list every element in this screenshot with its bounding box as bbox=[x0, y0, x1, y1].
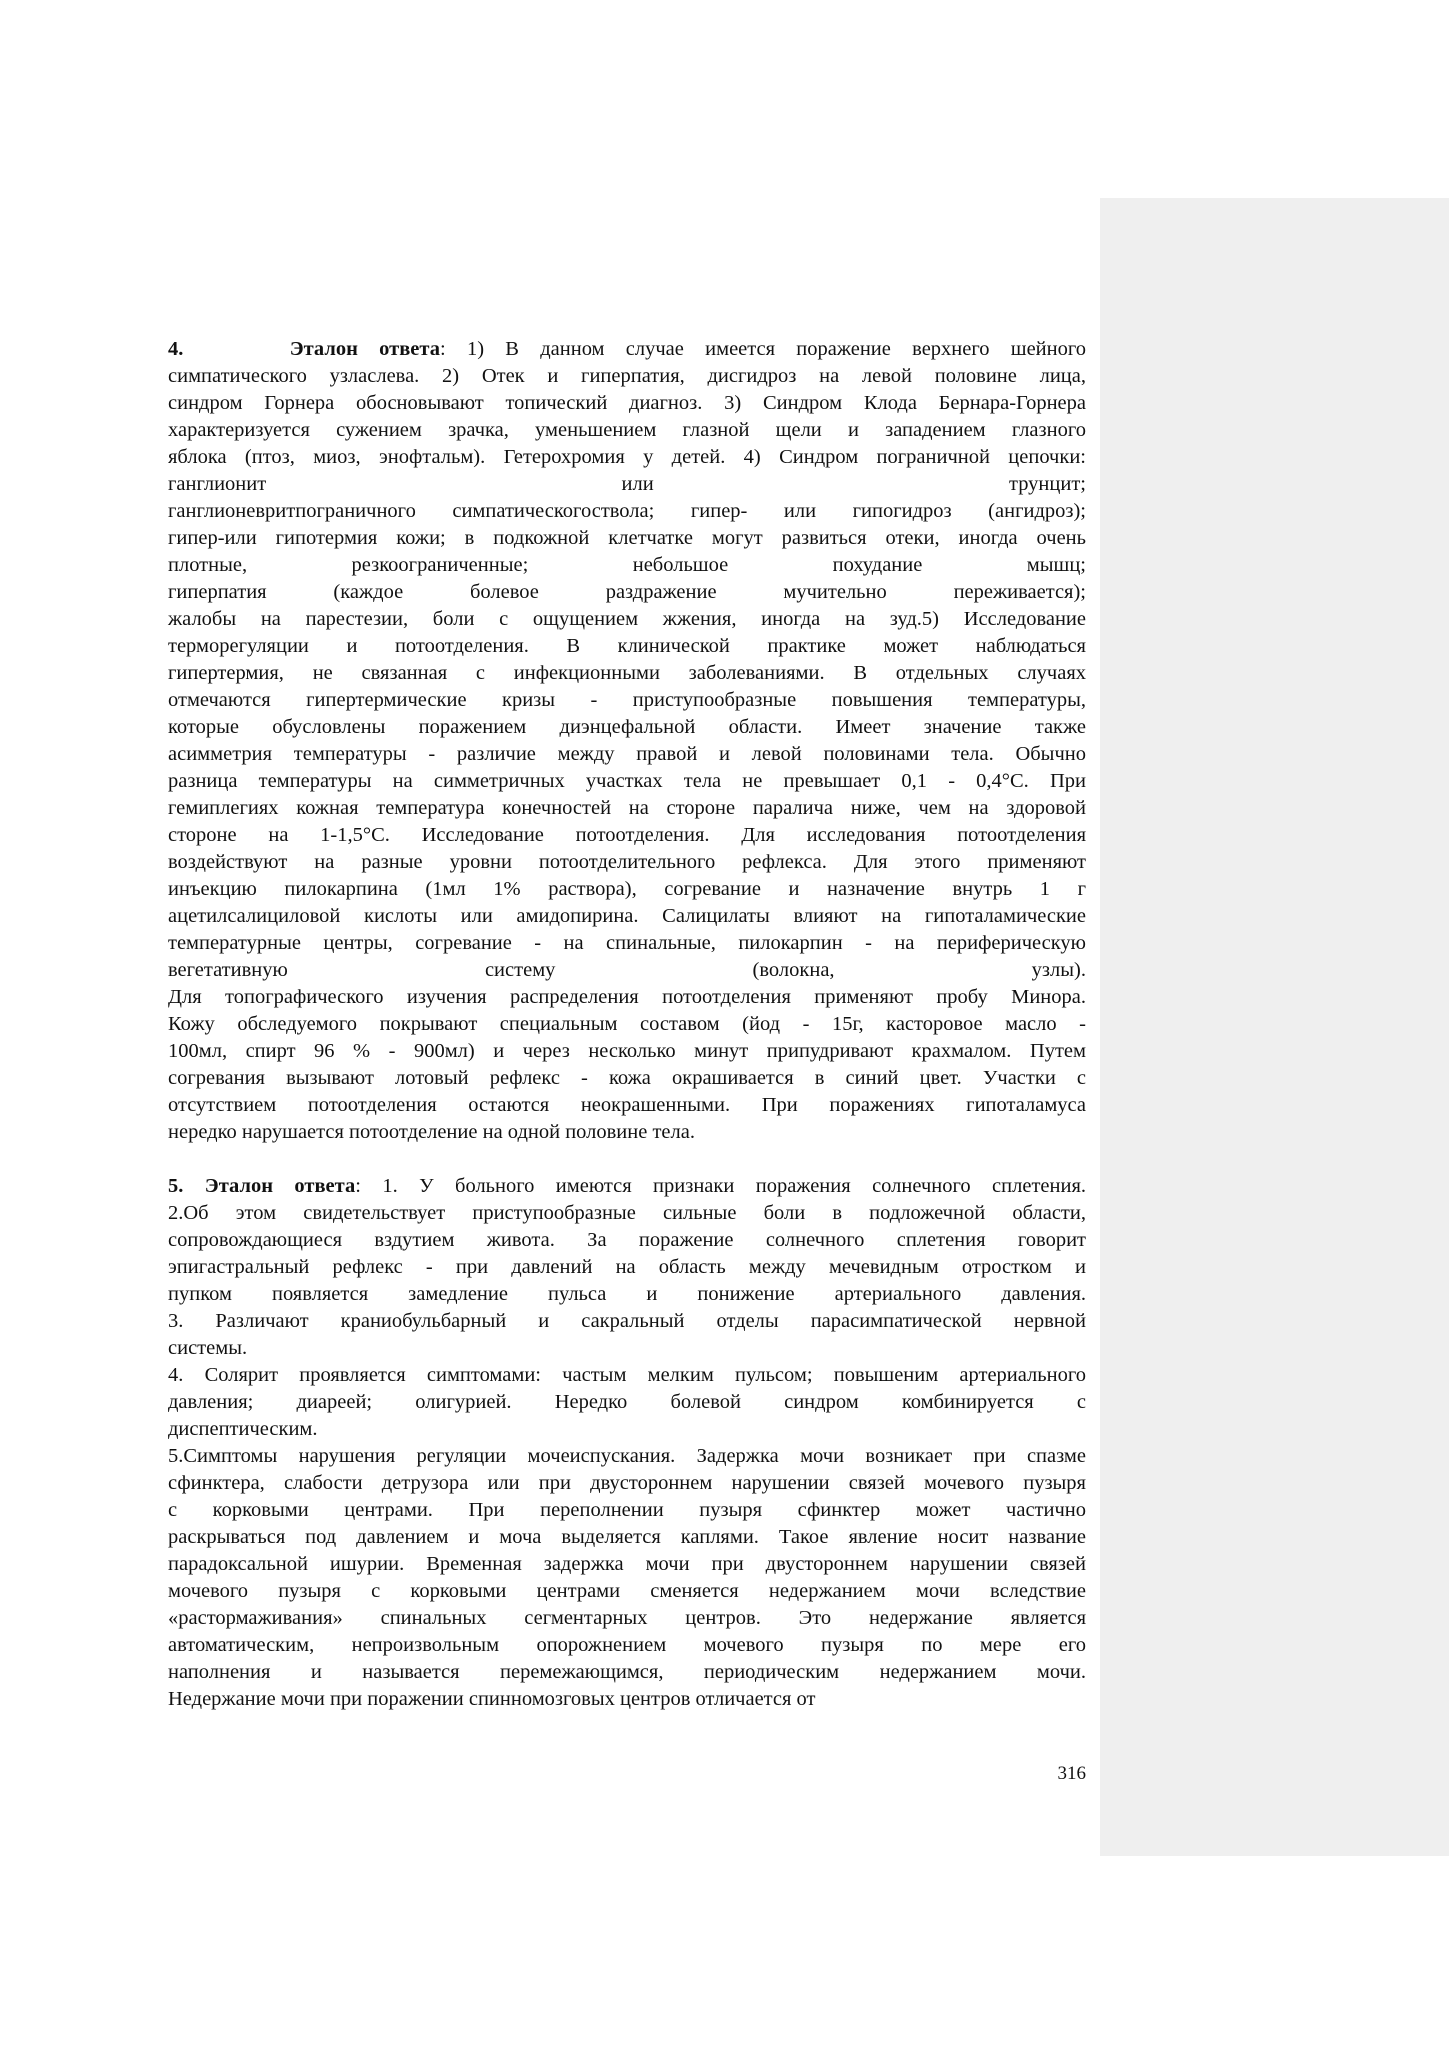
answer-4-paragraph bbox=[168, 336, 1086, 1146]
document-body bbox=[168, 336, 1086, 1713]
answer-4-label: Эталон ответа bbox=[289, 338, 440, 360]
answer-4-first-line bbox=[168, 336, 1086, 363]
text-line: наполнения и называется перемежающимся, периодическим недержанием мочи. bbox=[168, 1661, 1086, 1683]
text-line: сопровождающиеся вздутием живота. За поражение солнечного сплетения говорит bbox=[168, 1229, 1086, 1251]
text-line: 2.Об этом свидетельствует приступообразные сильные боли в подложечной области, bbox=[168, 1202, 1086, 1224]
text-line: яблока (птоз, миоз, энофтальм). Гетерохромия у детей. 4) Синдром пограничной цепочки: bbox=[168, 446, 1086, 468]
text-line: сфинктера, слабости детрузора или при двустороннем нарушении связей мочевого пузыря bbox=[168, 1472, 1086, 1494]
text-line: вегетативную систему (волокна, узлы). bbox=[168, 959, 1086, 981]
text-line: плотные, резкоограниченные; небольшое похудание мышц; bbox=[168, 554, 1086, 576]
text-line: жалобы на парестезии, боли с ощущением жжения, иногда на зуд.5) Исследование bbox=[168, 608, 1086, 630]
text-line: температурные центры, согревание - на спинальные, пилокарпин - на периферическую bbox=[168, 932, 1086, 954]
text-line: Для топографического изучения распределения потоотделения применяют пробу Минора. bbox=[168, 986, 1086, 1008]
answer-4-number: 4. bbox=[168, 338, 184, 360]
text-line: воздействуют на разные уровни потоотделительного рефлекса. Для этого применяют bbox=[168, 851, 1086, 873]
text-line: 5.Симптомы нарушения регуляции мочеиспускания. Задержка мочи возникает при спазме bbox=[168, 1445, 1086, 1467]
answer-5-first-line-text: : 1. У больного имеются признаки поражения солнечного сплетения. bbox=[355, 1175, 1086, 1197]
text-line: парадоксальной ишурии. Временная задержка мочи при двустороннем нарушении связей bbox=[168, 1553, 1086, 1575]
text-line: нередко нарушается потоотделение на одной половине тела. bbox=[168, 1121, 695, 1143]
text-line: системы. bbox=[168, 1337, 248, 1359]
comment-margin-panel bbox=[1100, 198, 1449, 1856]
text-line: мочевого пузыря с корковыми центрами сменяется недержанием мочи вследствие bbox=[168, 1580, 1086, 1602]
text-line: разница температуры на симметричных участках тела не превышает 0,1 - 0,4°С. При bbox=[168, 770, 1086, 792]
text-line: инъекцию пилокарпина (1мл 1% раствора), согревание и назначение внутрь 1 г bbox=[168, 878, 1086, 900]
text-line: гемиплегиях кожная температура конечностей на стороне паралича ниже, чем на здоровой bbox=[168, 797, 1086, 819]
text-line: ганглионевритпограничного симпатическогоствола; гипер- или гипогидроз (ангидроз); bbox=[168, 500, 1086, 522]
text-line: диспептическим. bbox=[168, 1418, 318, 1440]
text-line: терморегуляции и потоотделения. В клинической практике может наблюдаться bbox=[168, 635, 1086, 657]
text-line: гипертермия, не связанная с инфекционными заболеваниями. В отдельных случаях bbox=[168, 662, 1086, 684]
text-line: «растормаживания» спинальных сегментарных центров. Это недержание является bbox=[168, 1607, 1086, 1629]
text-line: давления; диареей; олигурией. Нередко болевой синдром комбинируется с bbox=[168, 1391, 1086, 1413]
text-line: Кожу обследуемого покрывают специальным составом (йод - 15г, касторовое масло - bbox=[168, 1013, 1086, 1035]
answer-5-paragraph bbox=[168, 1173, 1086, 1713]
text-line: симпатического узласлева. 2) Отек и гиперпатия, дисгидроз на левой половине лица, bbox=[168, 365, 1086, 387]
text-line: 100мл, спирт 96 % - 900мл) и через несколько минут припудривают крахмалом. Путем bbox=[168, 1040, 1086, 1062]
text-line: асимметрия температуры - различие между правой и левой половинами тела. Обычно bbox=[168, 743, 1086, 765]
text-line: ацетилсалициловой кислоты или амидопирина. Салицилаты влияют на гипоталамические bbox=[168, 905, 1086, 927]
text-line: которые обусловлены поражением диэнцефальной области. Имеет значение также bbox=[168, 716, 1086, 738]
answer-4-first-line-text: : 1) В данном случае имеется поражение верхнего шейного bbox=[439, 338, 1087, 360]
answer-5-number: 5. bbox=[168, 1175, 184, 1197]
text-line: раскрываться под давлением и моча выделяется каплями. Такое явление носит название bbox=[168, 1526, 1086, 1548]
answer-5-label: Эталон ответа bbox=[204, 1175, 356, 1197]
text-line: отмечаются гипертермические кризы - приступообразные повышения температуры, bbox=[168, 689, 1086, 711]
text-line: 4. Солярит проявляется симптомами: частым мелким пульсом; повышеним артериального bbox=[168, 1364, 1086, 1386]
text-line: с корковыми центрами. При переполнении пузыря сфинктер может частично bbox=[168, 1499, 1086, 1521]
text-line: отсутствием потоотделения остаются неокрашенными. При поражениях гипоталамуса bbox=[168, 1094, 1086, 1116]
text-line: гипер-или гипотермия кожи; в подкожной клетчатке могут развиться отеки, иногда очень bbox=[168, 527, 1086, 549]
text-line: эпигастральный рефлекс - при давлений на область между мечевидным отростком и bbox=[168, 1256, 1086, 1278]
text-line: пупком появляется замедление пульса и понижение артериального давления. bbox=[168, 1283, 1086, 1305]
answer-5-first-line bbox=[168, 1173, 1086, 1200]
text-line: автоматическим, непроизвольным опорожнением мочевого пузыря по мере его bbox=[168, 1634, 1086, 1656]
text-line: характеризуется сужением зрачка, уменьшением глазной щели и западением глазного bbox=[168, 419, 1086, 441]
text-line: синдром Горнера обосновывают топический диагноз. 3) Синдром Клода Бернара-Горнера bbox=[168, 392, 1086, 414]
paragraph-gap bbox=[168, 1146, 1086, 1173]
text-line: Недержание мочи при поражении спинномозговых центров отличается от bbox=[168, 1688, 816, 1710]
text-line: 3. Различают краниобульбарный и сакральный отделы парасимпатической нервной bbox=[168, 1310, 1086, 1332]
text-line: согревания вызывают лотовый рефлекс - кожа окрашивается в синий цвет. Участки с bbox=[168, 1067, 1086, 1089]
text-line: стороне на 1-1,5°С. Исследование потоотделения. Для исследования потоотделения bbox=[168, 824, 1086, 846]
text-line: ганглионит или трунцит; bbox=[168, 473, 1086, 495]
page-number: 316 bbox=[1057, 1763, 1086, 1784]
text-line: гиперпатия (каждое болевое раздражение мучительно переживается); bbox=[168, 581, 1086, 603]
